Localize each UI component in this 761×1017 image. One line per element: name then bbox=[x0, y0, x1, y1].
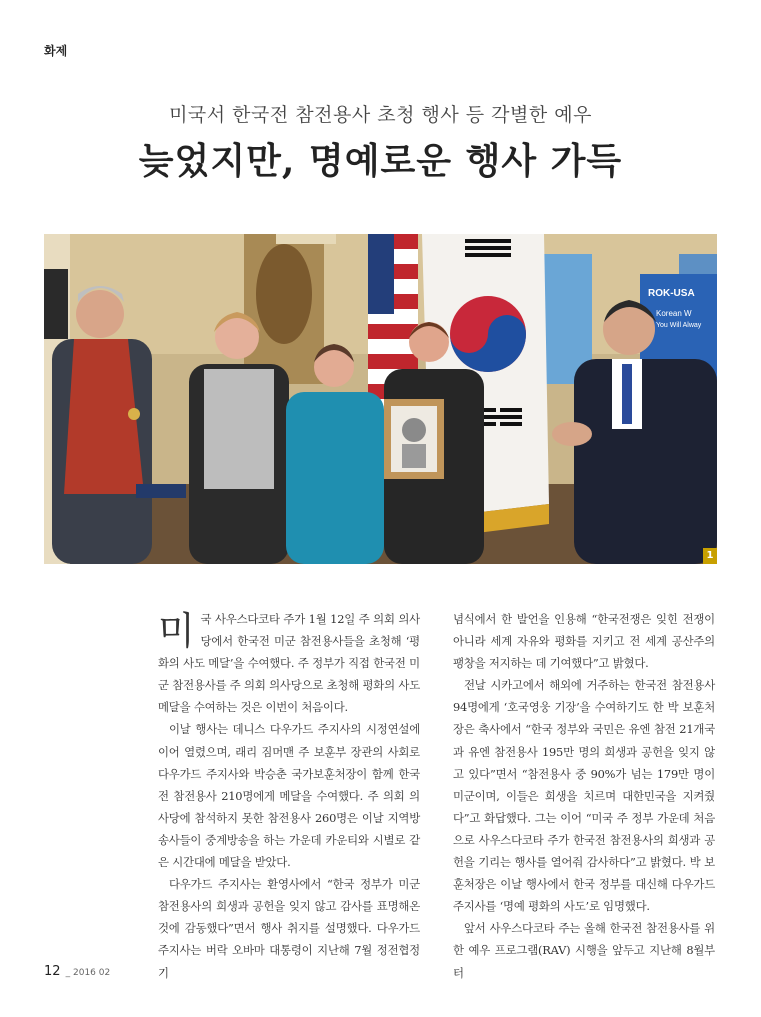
body-column-right bbox=[453, 608, 715, 984]
body-paragraph: 념식에서 한 발언을 인용해 “한국전쟁은 잊힌 전쟁이 아니라 세계 자유와 평화를 지키고 전 세계 공산주의 팽창을 저지하는 데 기여했다”고 밝혔다. bbox=[453, 612, 715, 671]
photo-number: 1 bbox=[703, 548, 717, 564]
article-headline: 늦었지만, 명예로운 행사 가득 bbox=[138, 140, 623, 182]
section-tag: 화제 bbox=[44, 44, 68, 58]
portrait-frame bbox=[384, 399, 444, 479]
body-paragraph: 다우가드 주지사는 환영사에서 “한국 정부가 미군 참전용사의 희생과 공헌을 잊지 않고 감사를 표명해온 것에 감동했다”면서 행사 취지를 설명했다. 다우가드 주지사는 버락 오바마 대통령이 지난해 7월 정전협정 기 bbox=[158, 877, 420, 980]
banner-text-2: Korean W bbox=[656, 309, 692, 318]
ceremony-photo-illustration bbox=[44, 234, 717, 564]
body-paragraph: 전날 시카고에서 해외에 거주하는 한국전 참전용사 94명에게 ‘호국영웅 기장’을 수여하기도 한 박 보훈처장은 축사에서 “한국 정부와 국민은 유엔 참전 21개국과 유엔 참전용사 195만 명의 희생과 공헌을 잊지 않고 있다”면서 “참전용사 중 90%가 넘는 179만 명이 미군이며, 이들은 희생을 치르며 대한민국을 지켜줬다”고 화답했다. 그는 이어 “미국 주 정부 가운데 처음으로 사우스다코타 주가 한국전 참전용사의 희생과 공헌을 기리는 행사를 열어줘 감사하다”고 밝혔다. 박 보훈처장은 이날 행사에서 한국 정부를 대신해 다우가드 주지사를 ‘명예 평화의 사도’로 임명했다. bbox=[453, 678, 715, 914]
issue-date: _ 2016 02 bbox=[65, 968, 111, 978]
body-column-left bbox=[158, 608, 420, 984]
article-photo bbox=[44, 234, 717, 564]
dropcap: 미 bbox=[158, 609, 195, 653]
body-paragraph: 앞서 사우스다코타 주는 올해 한국전 참전용사를 위한 예우 프로그램(RAV) 시행을 앞두고 지난해 8월부터 bbox=[453, 921, 715, 980]
page-footer bbox=[44, 960, 110, 979]
page-number: 12 bbox=[44, 964, 61, 979]
body-paragraph: 이날 행사는 데니스 다우가드 주지사의 시정연설에 이어 열렸으며, 래리 짐머맨 주 보훈부 장관의 사회로 다우가드 주지사와 박승춘 국가보훈처장이 함께 한국전 참전용사 210명에게 메달을 수여했다. 주 의회 의사당에 참석하지 못한 참전용사 260명은 이날 지역방송사들이 중계방송을 하는 가운데 카운티와 시별로 같은 시간대에 메달을 받았다. bbox=[158, 722, 420, 870]
body-paragraph bbox=[158, 608, 420, 718]
banner-text-3: You Will Alway bbox=[656, 322, 702, 329]
body-text: 국 사우스다코타 주가 1월 12일 주 의회 의사당에서 한국전 미군 참전용사들을 초청해 ‘평화의 사도 메달’을 수여했다. 주 정부가 직접 한국전 미군 참전용사를 주 의회 의사당으로 초청해 평화의 사도 메달을 수여하는 것은 이번이 처음이다. bbox=[158, 612, 420, 715]
article-subtitle: 미국서 한국전 참전용사 초청 행사 등 각별한 예우 bbox=[169, 104, 592, 126]
banner-text-1: ROK-USA bbox=[648, 288, 695, 299]
